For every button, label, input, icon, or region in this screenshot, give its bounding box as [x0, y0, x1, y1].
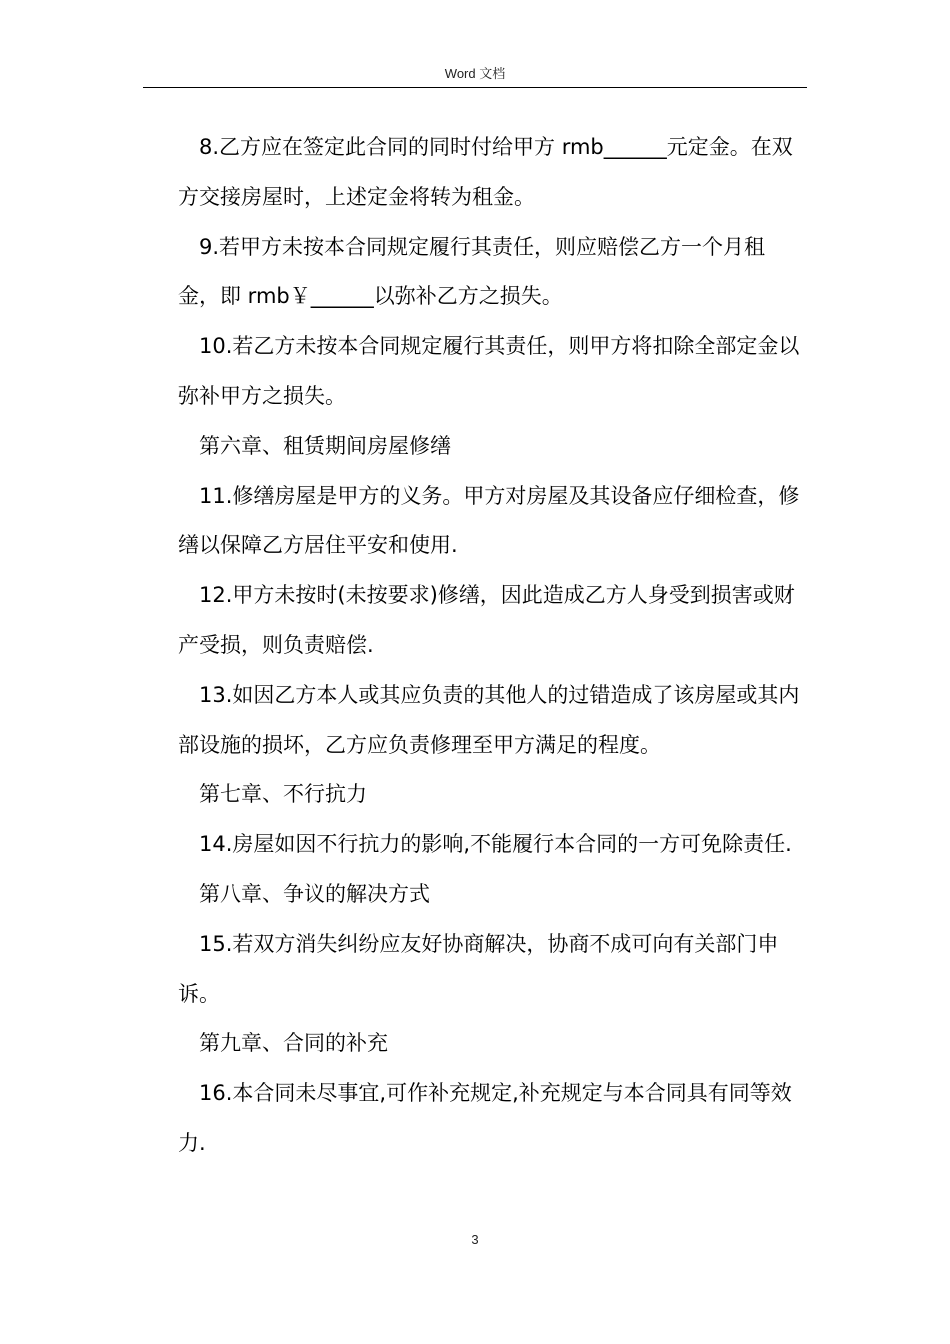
clause-16: 16.本合同未尽事宜,可作补充规定,补充规定与本合同具有同等效力.	[178, 1081, 792, 1155]
page-number: 3	[471, 1232, 479, 1247]
clause-10: 10.若乙方未按本合同规定履行其责任，则甲方将扣除全部定金以弥补甲方之损失。	[178, 334, 800, 408]
clause-13: 13.如因乙方本人或其应负责的其他人的过错造成了该房屋或其内部设施的损坏，乙方应负责修理至甲方满足的程度。	[178, 682, 800, 757]
header-divider	[143, 87, 807, 88]
chapter-7-heading: 第七章、不行抗力	[199, 782, 367, 807]
chapter-9-heading: 第九章、合同的补充	[199, 1031, 388, 1056]
chapter-8-heading: 第八章、争议的解决方式	[199, 881, 430, 906]
chapter-6-heading: 第六章、租赁期间房屋修缮	[199, 433, 451, 458]
clause-15: 15.若双方消失纠纷应友好协商解决，协商不成可向有关部门申诉。	[178, 931, 779, 1006]
clause-12: 12.甲方未按时(未按要求)修缮，因此造成乙方人身受到损害或财产受损，则负责赔偿.	[178, 583, 795, 657]
clause-14: 14.房屋如因不行抗力的影响,不能履行本合同的一方可免除责任.	[199, 832, 792, 857]
document-body	[178, 123, 801, 1169]
clause-11: 11.修缮房屋是甲方的义务。甲方对房屋及其设备应仔细检查，修缮以保障乙方居住平安和使用.	[178, 483, 800, 558]
clause-9: 9.若甲方未按本合同规定履行其责任，则应赔偿乙方一个月租金，即 rmb￥______以弥补乙方之损失。	[178, 234, 766, 309]
page-header-title: Word 文档	[444, 66, 506, 81]
clause-8: 8.乙方应在签定此合同的同时付给甲方 rmb______元定金。在双方交接房屋时，上述定金将转为租金。	[178, 135, 793, 209]
